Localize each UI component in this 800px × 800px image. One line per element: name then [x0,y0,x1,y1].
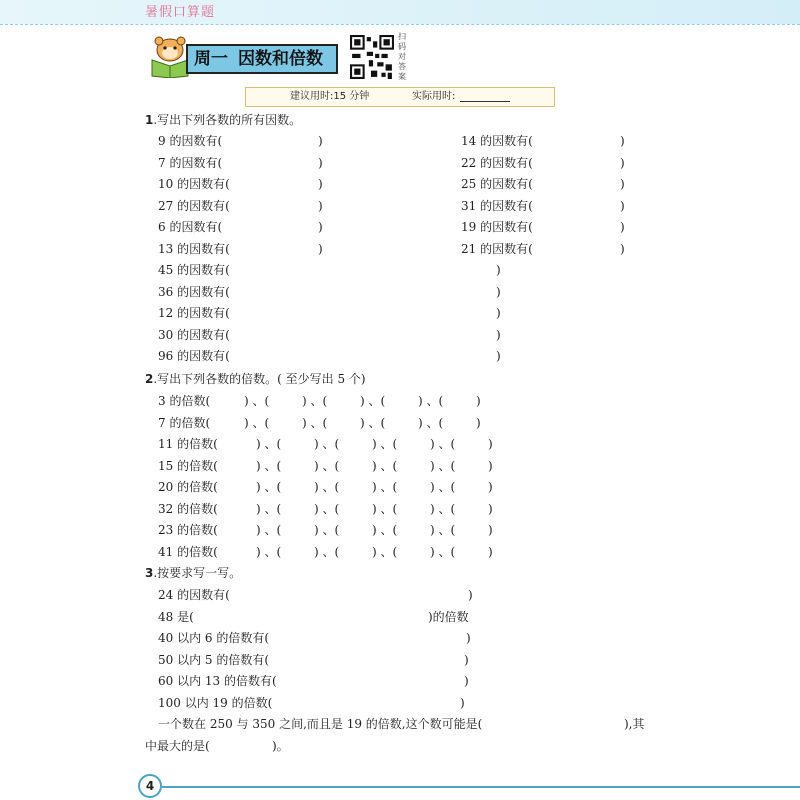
q1-close-paren: ) [496,327,501,342]
q3-close-paren: ) [468,588,473,602]
q2-blank-paren: ) 、( [302,415,328,430]
q1-close-paren: ) [620,241,625,256]
q2-row: 41 的倍数( [158,544,218,559]
q1-item-long: 96 的因数有( [158,349,230,363]
q1-close-paren: ) [496,349,501,363]
q2-row: 15 的倍数( [158,458,218,473]
q1-item-right: 22 的因数有( [461,155,533,170]
header-title: 暑假口算题 [145,5,216,20]
q2-row: 3 的倍数( [158,394,211,408]
q3-final-line1: 一个数在 250 与 350 之间,而且是 19 的倍数,这个数可能是( [158,717,483,731]
q1-close-paren: ) [620,220,625,234]
q1-item-left: 27 的因数有( [158,198,230,213]
q1-item-left: 7 的因数有( [158,155,223,170]
q3-item-tail: )的倍数 [428,609,469,624]
q2-blank-paren: ) 、( [314,458,340,473]
q2-blank-paren: ) 、( [256,523,282,537]
q1-item-right: 31 的因数有( [461,198,533,213]
q2-blank-paren: ) 、( [314,437,340,451]
q2-blank-paren: ) 、( [314,544,340,559]
q1-close-paren: ) [496,263,501,277]
q1-close-paren: ) [318,177,323,191]
q1-item-long: 30 的因数有( [158,327,230,342]
page-number: 4 [138,774,162,798]
section-day: 周一 [194,49,228,69]
q2-row: 20 的倍数( [158,480,218,494]
q3-final-line2-tail: )。 [272,739,289,753]
q2-row: 23 的倍数( [158,523,218,537]
q2-blank-paren: ) [488,480,493,494]
q2-blank-paren: ) [488,501,493,516]
q2-row: 11 的倍数( [158,437,218,451]
q1-close-paren: ) [620,177,625,191]
q2-blank-paren: ) [476,415,481,430]
q2-blank-paren: ) [488,458,493,473]
q1-close-paren: ) [318,155,323,170]
q3-close-paren: ) [466,631,471,645]
q2-blank-paren: ) 、( [372,523,398,537]
q2-row: 32 的倍数( [158,501,218,516]
suggested-time: 建议用时:15 分钟 [290,91,370,102]
q2-blank-paren: ) 、( [430,458,456,473]
q2-blank-paren: ) 、( [430,523,456,537]
qr-caption: 扫码对答案 [398,32,406,81]
q3-final-line2: 中最大的是( [145,739,210,753]
header-dashed-rule [0,24,800,25]
footer-rule [162,786,800,788]
q2-blank-paren: ) 、( [360,394,386,408]
q2-blank-paren: ) 、( [372,458,398,473]
actual-time-label: 实际用时: [412,91,456,102]
q1-close-paren: ) [318,241,323,256]
actual-time-blank[interactable] [460,101,510,102]
q2-blank-paren: ) 、( [314,480,340,494]
section-title [186,44,338,74]
q1-item-left: 13 的因数有( [158,241,230,256]
q1-item-right: 14 的因数有( [461,134,533,148]
q2-blank-paren: ) 、( [360,415,386,430]
q3-item: 40 以内 6 的倍数有( [158,631,270,645]
q3-title: 3.按要求写一写。 [145,566,242,580]
q3-item: 60 以内 13 的倍数有( [158,674,277,688]
q2-blank-paren: ) 、( [372,544,398,559]
q1-close-paren: ) [318,134,323,148]
timing-box [245,87,555,107]
q1-item-right: 21 的因数有( [461,241,533,256]
q2-blank-paren: ) 、( [256,544,282,559]
q3-item: 100 以内 19 的倍数( [158,695,273,710]
q1-item-right: 25 的因数有( [461,177,533,191]
q1-item-long: 45 的因数有( [158,263,230,277]
q2-blank-paren: ) 、( [418,415,444,430]
q3-item: 48 是( [158,609,194,624]
q1-close-paren: ) [620,155,625,170]
q3-close-paren: ) [460,695,465,710]
q2-blank-paren: ) 、( [372,437,398,451]
q2-blank-paren: ) 、( [256,480,282,494]
section-topic: 因数和倍数 [238,49,323,69]
q2-blank-paren: ) 、( [418,394,444,408]
q2-blank-paren: ) [476,394,481,408]
q2-blank-paren: ) 、( [372,480,398,494]
q2-blank-paren: ) 、( [256,501,282,516]
q3-close-paren: ) [464,674,469,688]
q1-close-paren: ) [496,284,501,299]
q2-blank-paren: ) [488,523,493,537]
q2-row: 7 的倍数( [158,415,211,430]
q2-blank-paren: ) [488,544,493,559]
q2-blank-paren: ) 、( [314,501,340,516]
q1-item-long: 12 的因数有( [158,306,230,320]
q2-blank-paren: ) 、( [302,394,328,408]
q3-item: 50 以内 5 的倍数有( [158,652,270,667]
q1-close-paren: ) [318,220,323,234]
q2-blank-paren: ) 、( [256,458,282,473]
q1-item-right: 19 的因数有( [461,220,533,234]
q2-blank-paren: ) 、( [256,437,282,451]
q2-title: 2.写出下列各数的倍数。( 至少写出 5 个) [145,372,366,386]
q3-final-line1-tail: ),其 [624,717,645,731]
q1-item-left: 9 的因数有( [158,134,223,148]
q1-close-paren: ) [620,134,625,148]
q2-blank-paren: ) 、( [314,523,340,537]
q2-blank-paren: ) 、( [430,437,456,451]
qr-code-icon[interactable] [350,35,394,79]
q1-close-paren: ) [318,198,323,213]
q1-close-paren: ) [620,198,625,213]
q2-blank-paren: ) 、( [430,501,456,516]
q2-blank-paren: ) 、( [430,480,456,494]
q3-close-paren: ) [464,652,469,667]
q2-blank-paren: ) 、( [372,501,398,516]
q3-item: 24 的因数有( [158,588,230,602]
q1-item-left: 10 的因数有( [158,177,230,191]
q2-blank-paren: ) 、( [244,394,270,408]
q2-blank-paren: ) [488,437,493,451]
q1-close-paren: ) [496,306,501,320]
q1-item-left: 6 的因数有( [158,220,223,234]
q1-title: 1.写出下列各数的所有因数。 [145,113,302,127]
q1-item-long: 36 的因数有( [158,284,230,299]
q2-blank-paren: ) 、( [430,544,456,559]
q2-blank-paren: ) 、( [244,415,270,430]
header-band [0,0,800,24]
